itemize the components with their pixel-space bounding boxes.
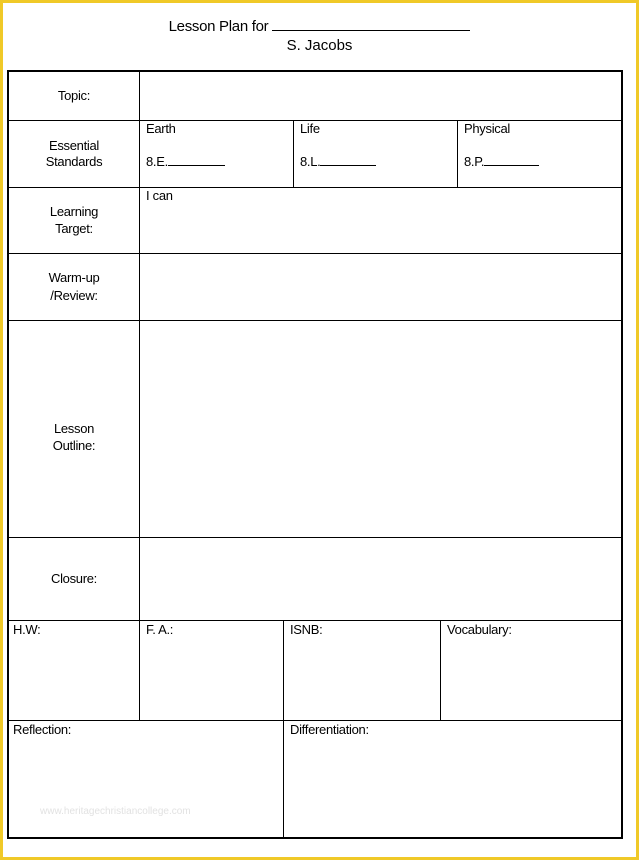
table-right-border — [621, 70, 623, 839]
standards-divider — [457, 120, 458, 187]
target-label-line2: Target: — [55, 221, 93, 236]
table-left-border — [7, 70, 9, 839]
closure-label: Closure: — [50, 571, 97, 586]
earth-code-blank[interactable] — [168, 154, 225, 166]
label-column-divider — [139, 70, 140, 721]
life-label: Life — [300, 121, 320, 136]
table-top-border — [7, 70, 622, 72]
target-label-line1: Learning — [49, 204, 99, 219]
physical-code-blank[interactable] — [484, 154, 539, 166]
hw-row-divider — [283, 620, 284, 720]
teacher-name: S. Jacobs — [286, 37, 353, 54]
outline-label-line2: Outline: — [52, 438, 96, 453]
physical-label: Physical — [464, 121, 511, 136]
table-bottom-border — [7, 837, 622, 839]
differentiation-label: Differentiation: — [290, 722, 369, 737]
reflection-label: Reflection: — [13, 722, 72, 737]
watermark: www.heritagechristiancollege.com — [40, 806, 191, 817]
topic-label: Topic: — [57, 88, 91, 103]
outline-label-line1: Lesson — [53, 421, 95, 436]
i-can-label: I can — [146, 188, 173, 203]
reflection-row-divider — [283, 720, 284, 838]
row-divider — [7, 537, 622, 538]
life-code-label: 8.L. — [300, 154, 321, 169]
life-code-blank[interactable] — [320, 154, 376, 166]
warmup-label-line1: Warm-up — [48, 270, 100, 285]
row-divider — [7, 620, 622, 621]
standards-label-line1: Essential — [48, 138, 100, 153]
vocabulary-label: Vocabulary: — [447, 622, 512, 637]
hw-label: H.W: — [13, 622, 41, 637]
life-code-field[interactable] — [300, 154, 376, 170]
earth-label: Earth — [146, 121, 176, 136]
warmup-label-line2: /Review: — [50, 288, 98, 303]
earth-code-label: 8.E. — [146, 154, 168, 169]
physical-code-field[interactable] — [464, 154, 539, 170]
earth-code-field[interactable] — [146, 154, 225, 170]
row-divider — [7, 320, 622, 321]
fa-label: F. A.: — [146, 622, 174, 637]
row-divider — [7, 253, 622, 254]
row-divider — [7, 720, 622, 721]
standards-divider — [293, 120, 294, 187]
row-divider — [7, 187, 622, 188]
title-text: Lesson Plan for — [168, 18, 269, 35]
isnb-label: ISNB: — [290, 622, 323, 637]
standards-label-line2: Standards — [45, 154, 103, 169]
physical-code-label: 8.P. — [464, 154, 485, 169]
hw-row-divider — [440, 620, 441, 720]
